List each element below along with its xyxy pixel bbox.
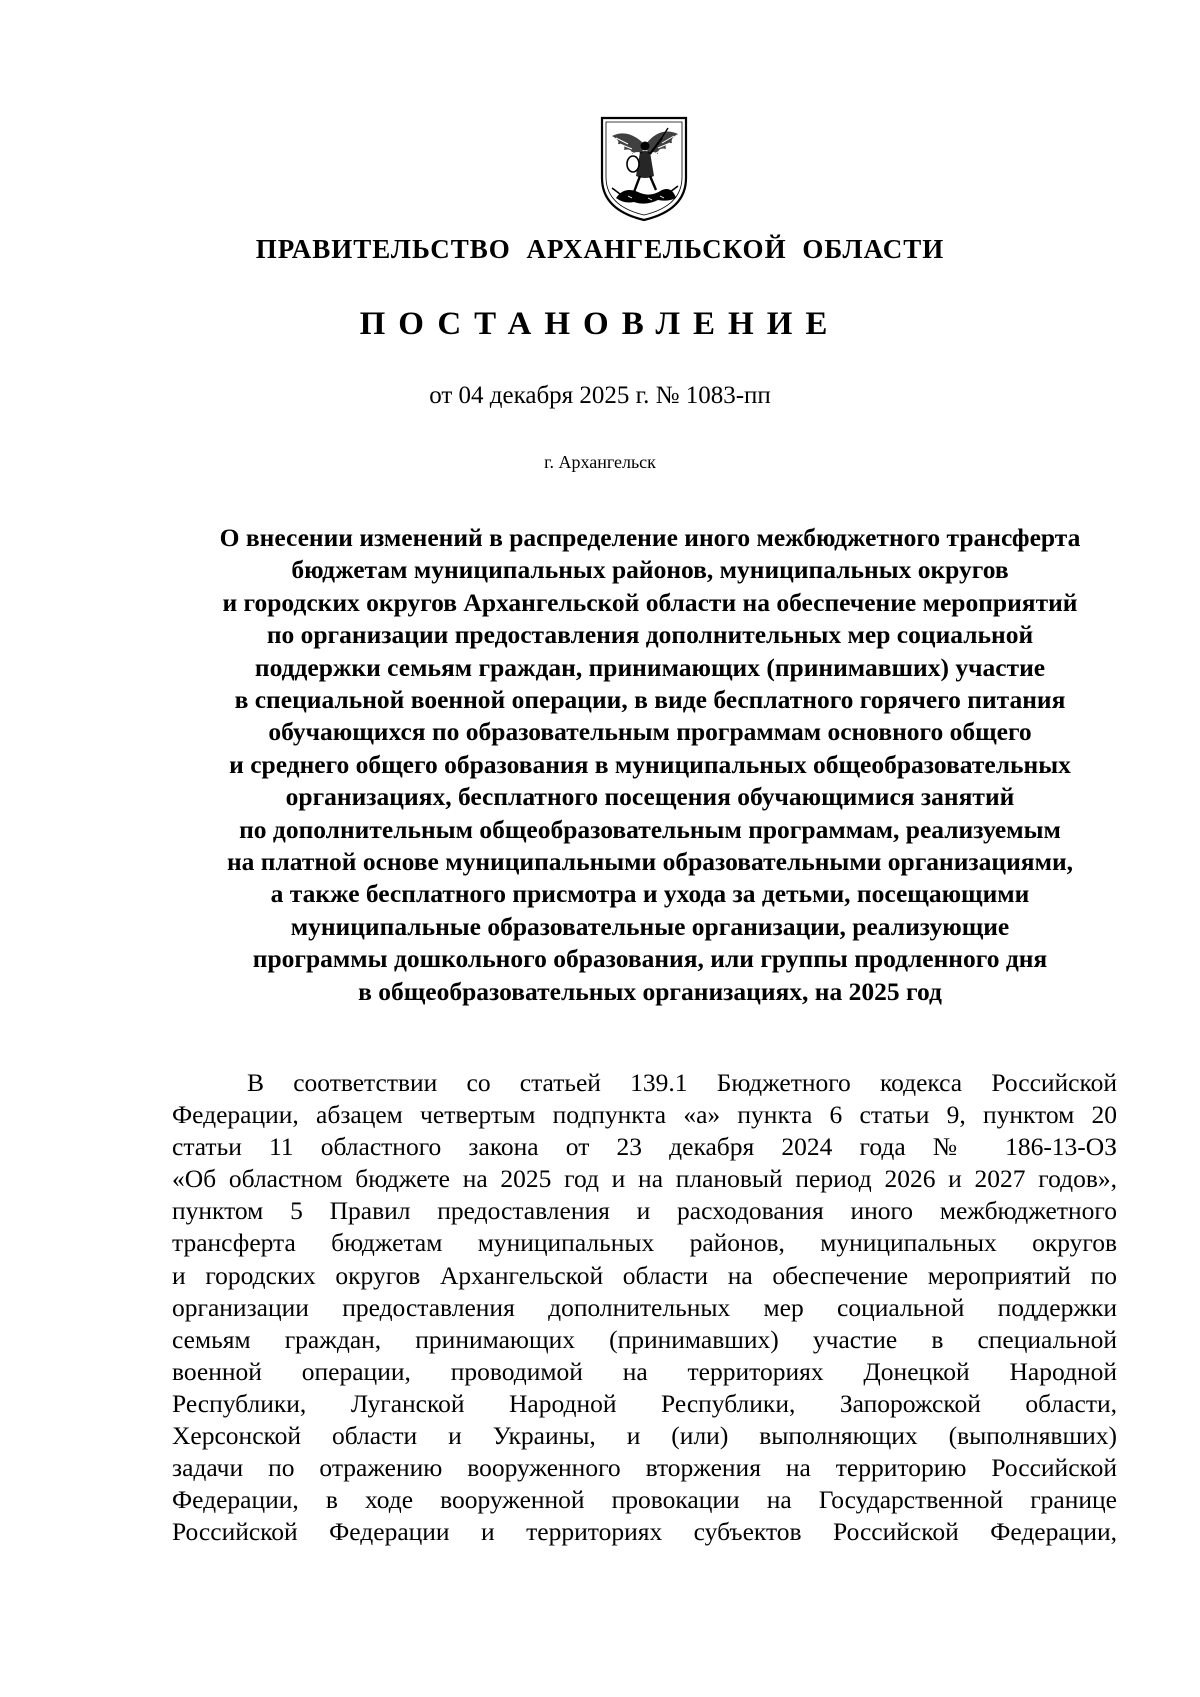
body-line: семьям граждан, принимающих (принимавших) участие в специальной bbox=[172, 1324, 1117, 1354]
title-line: обучающихся по образовательным программам основного общего bbox=[268, 717, 1032, 747]
title-line: в специальной военной операции, в виде бесплатного горячего питания bbox=[234, 685, 1066, 715]
body-line: Российской Федерации и территориях субъектов Российской Федерации, bbox=[172, 1517, 1117, 1547]
title-line: в общеобразовательных организациях, на 2025 год bbox=[358, 976, 942, 1006]
title-line: поддержки семьям граждан, принимающих (принимавших) участие bbox=[254, 652, 1046, 682]
document-type: ПОСТАНОВЛЕНИЕ bbox=[359, 306, 841, 342]
body-line: В соответствии со статьей 139.1 Бюджетного кодекса Российской bbox=[247, 1068, 1117, 1097]
title-line: программы дошкольного образования, или группы продленного дня bbox=[252, 944, 1048, 974]
title-line: и среднего общего образования в муниципальных общеобразовательных bbox=[229, 749, 1071, 779]
document-title bbox=[170, 522, 1130, 1008]
title-line: а также бесплатного присмотра и ухода за детьми, посещающими bbox=[270, 879, 1030, 909]
government-name: ПРАВИТЕЛЬСТВО АРХАНГЕЛЬСКОЙ ОБЛАСТИ bbox=[255, 234, 945, 264]
body-line: Федерации, в ходе вооруженной провокации на Государственной границе bbox=[172, 1485, 1117, 1515]
body-line: «Об областном бюджете на 2025 год и на плановый период 2026 и 2027 годов», bbox=[172, 1164, 1117, 1194]
title-line: О внесении изменений в распределение иного межбюджетного трансферта bbox=[219, 523, 1081, 552]
body-line: Херсонской области и Украины, и (или) выполняющих (выполнявших) bbox=[172, 1421, 1117, 1451]
body-line: Республики, Луганской Народной Республики, Запорожской области, bbox=[172, 1388, 1117, 1418]
title-line: организациях, бесплатного посещения обучающимися занятий bbox=[285, 782, 1015, 812]
body-line: Федерации, абзацем четвертым подпункта «а» пункта 6 статьи 9, пунктом 20 bbox=[172, 1100, 1117, 1130]
title-line: и городских округов Архангельской области на обеспечение мероприятий bbox=[222, 587, 1078, 617]
body-line: и городских округов Архангельской области на обеспечение мероприятий по bbox=[172, 1260, 1117, 1290]
body-line: задачи по отражению вооруженного вторжения на территорию Российской bbox=[172, 1453, 1117, 1483]
document-city: г. Архангельск bbox=[544, 452, 656, 472]
archangel-coat-of-arms-icon bbox=[598, 114, 690, 222]
title-line: по организации предоставления дополнительных мер социальной bbox=[266, 620, 1034, 650]
title-line: бюджетам муниципальных районов, муниципальных округов bbox=[291, 555, 1009, 585]
title-line: на платной основе муниципальными образовательными организациями, bbox=[226, 847, 1074, 877]
title-line: муниципальные образовательные организации, реализующие bbox=[290, 911, 1010, 941]
body-line: трансферта бюджетам муниципальных районов, муниципальных округов bbox=[172, 1228, 1117, 1258]
document-date-number: от 04 декабря 2025 г. № 1083-пп bbox=[429, 382, 771, 409]
body-line: статьи 11 областного закона от 23 декабря 2024 года № 186-13-ОЗ bbox=[172, 1132, 1117, 1162]
document-body-paragraph bbox=[172, 1067, 1117, 1548]
body-line: организации предоставления дополнительных мер социальной поддержки bbox=[172, 1292, 1117, 1322]
body-line: военной операции, проводимой на территориях Донецкой Народной bbox=[172, 1356, 1117, 1386]
body-line: пунктом 5 Правил предоставления и расходования иного межбюджетного bbox=[172, 1196, 1117, 1226]
title-line: по дополнительным общеобразовательным программам, реализуемым bbox=[239, 814, 1061, 844]
